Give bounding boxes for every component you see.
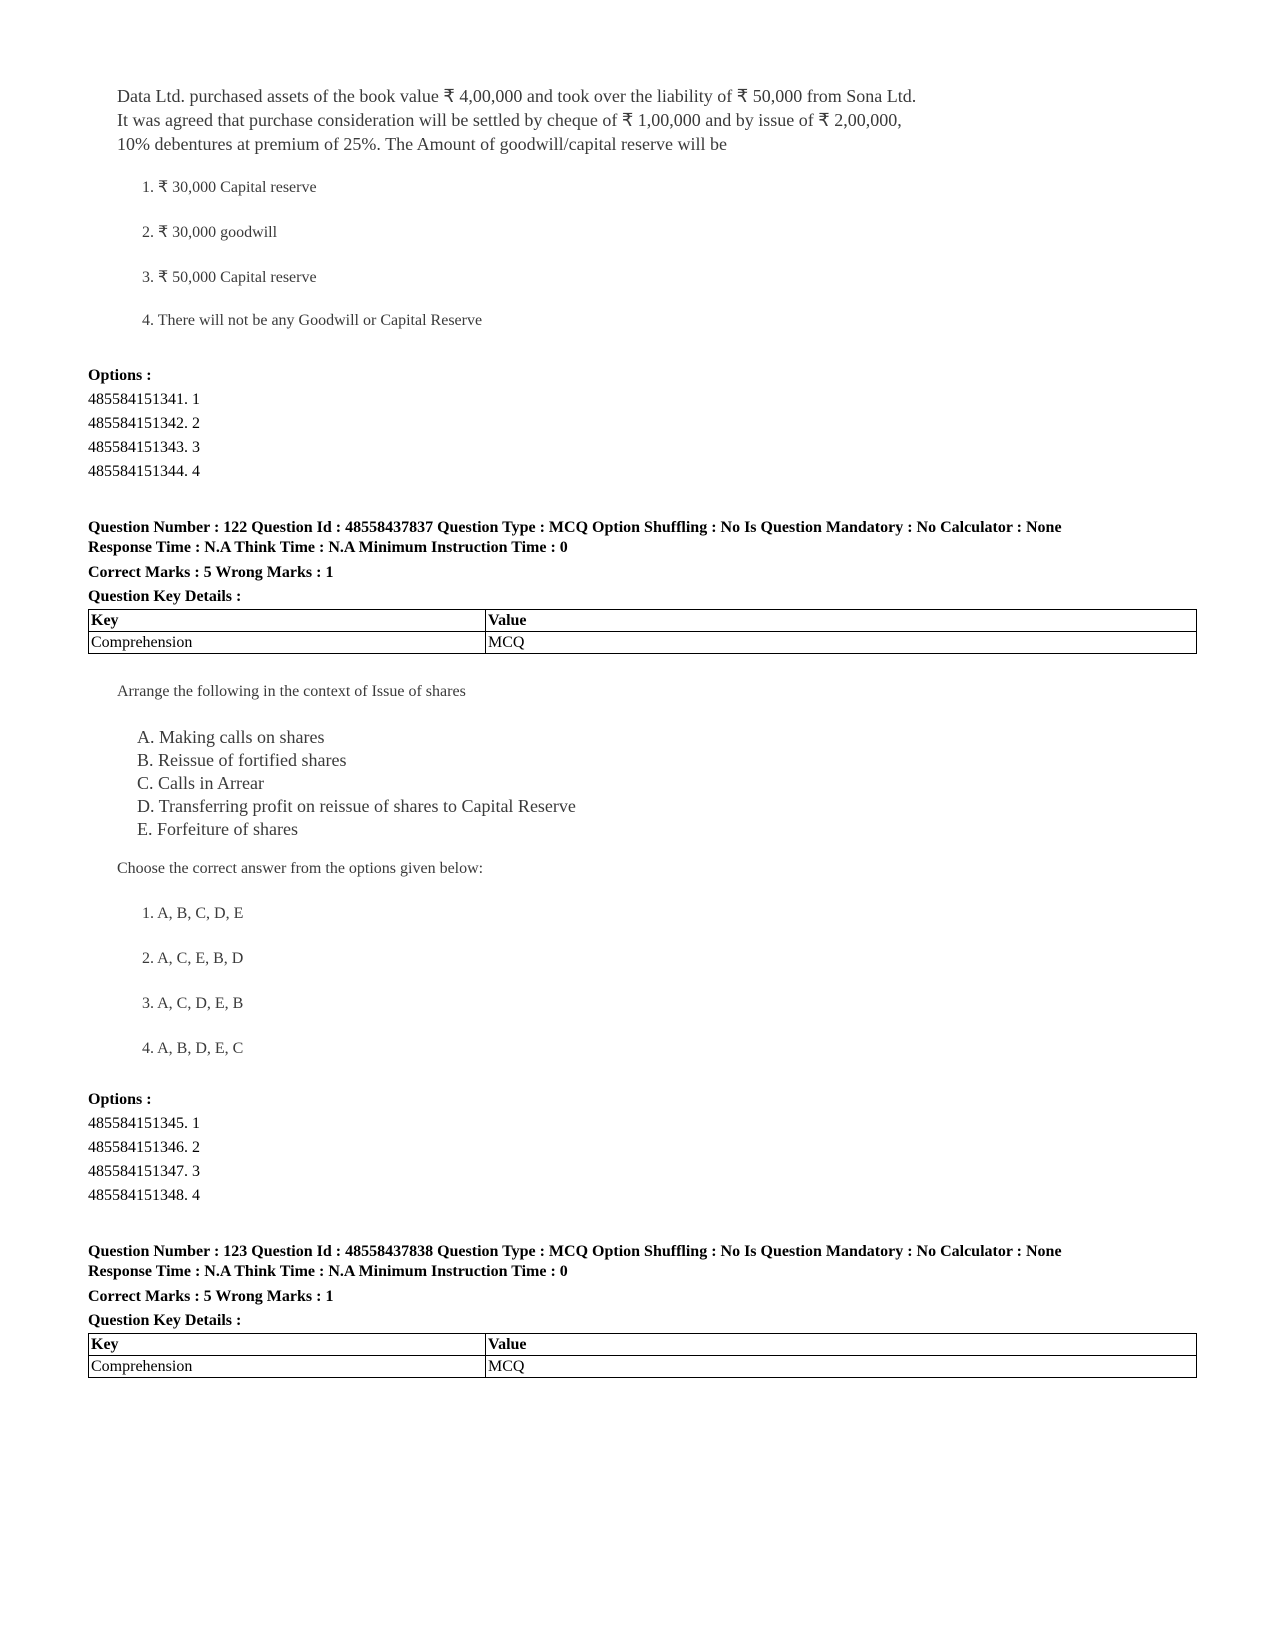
q123-meta (88, 1242, 1238, 1282)
q122-key-details-label: Question Key Details : (88, 588, 242, 605)
q123-meta-line-2: Response Time : N.A Think Time : N.A Minimum Instruction Time : 0 (88, 1263, 568, 1280)
q121-option-3: 485584151343. 3 (88, 439, 200, 456)
q123-key-table (88, 1333, 1197, 1378)
q123-table-header-value: Value (486, 1334, 1197, 1356)
q122-option-3: 485584151347. 3 (88, 1163, 200, 1180)
q122-item-b: B. Reissue of fortified shares (137, 750, 347, 770)
q122-choice-4: 4. A, B, D, E, C (142, 1040, 244, 1057)
q122-choice-3: 3. A, C, D, E, B (142, 995, 244, 1012)
q123-marks: Correct Marks : 5 Wrong Marks : 1 (88, 1288, 334, 1305)
q121-stem-line-2: It was agreed that purchase consideration will be settled by cheque of ₹ 1,00,000 and by issue of ₹ 2,00,000, (117, 110, 902, 130)
table-row (89, 1356, 1197, 1378)
q123-meta-line-1: Question Number : 123 Question Id : 48558437838 Question Type : MCQ Option Shuffling : No Is Question Mandatory : No Calculator : None (88, 1243, 1062, 1260)
q121-options-block (88, 364, 200, 484)
q121-choice-3: 3. ₹ 50,000 Capital reserve (142, 269, 317, 286)
q123-table-key: Comprehension (89, 1356, 486, 1378)
q122-item-e: E. Forfeiture of shares (137, 819, 298, 839)
q123-table-header-key: Key (89, 1334, 486, 1356)
q122-table-key: Comprehension (89, 632, 486, 654)
q122-instruction: Choose the correct answer from the options given below: (117, 860, 484, 877)
q122-table-value: MCQ (486, 632, 1197, 654)
q121-option-4: 485584151344. 4 (88, 463, 200, 480)
q121-question-image (117, 84, 1167, 156)
q122-choice-1: 1. A, B, C, D, E (142, 905, 244, 922)
q122-marks: Correct Marks : 5 Wrong Marks : 1 (88, 564, 334, 581)
table-row (89, 610, 1197, 632)
q123-key-details-label: Question Key Details : (88, 1312, 242, 1329)
q121-choice-4: 4. There will not be any Goodwill or Capital Reserve (142, 312, 483, 329)
q122-stem: Arrange the following in the context of Issue of shares (117, 683, 466, 700)
q122-option-4: 485584151348. 4 (88, 1187, 200, 1204)
q121-stem-line-1: Data Ltd. purchased assets of the book value ₹ 4,00,000 and took over the liability of ₹ 50,000 from Sona Ltd. (117, 86, 917, 106)
q122-choice-2: 2. A, C, E, B, D (142, 950, 244, 967)
q122-options-block (88, 1088, 200, 1208)
q122-meta (88, 518, 1238, 558)
q123-table-value: MCQ (486, 1356, 1197, 1378)
table-row (89, 632, 1197, 654)
table-row (89, 1334, 1197, 1356)
q122-table-header-key: Key (89, 610, 486, 632)
q122-options-label: Options : (88, 1091, 152, 1108)
q121-option-2: 485584151342. 2 (88, 415, 200, 432)
q122-item-d: D. Transferring profit on reissue of shares to Capital Reserve (137, 796, 576, 816)
q121-option-1: 485584151341. 1 (88, 391, 200, 408)
q122-item-a: A. Making calls on shares (137, 727, 325, 747)
q121-choice-1: 1. ₹ 30,000 Capital reserve (142, 179, 317, 196)
q122-meta-line-2: Response Time : N.A Think Time : N.A Minimum Instruction Time : 0 (88, 539, 568, 556)
q122-item-c: C. Calls in Arrear (137, 773, 264, 793)
q122-key-table (88, 609, 1197, 654)
q122-table-header-value: Value (486, 610, 1197, 632)
q122-meta-line-1: Question Number : 122 Question Id : 48558437837 Question Type : MCQ Option Shuffling : No Is Question Mandatory : No Calculator : None (88, 519, 1062, 536)
q122-option-1: 485584151345. 1 (88, 1115, 200, 1132)
q122-option-2: 485584151346. 2 (88, 1139, 200, 1156)
q121-options-label: Options : (88, 367, 152, 384)
q121-stem-line-3: 10% debentures at premium of 25%. The Amount of goodwill/capital reserve will be (117, 134, 728, 154)
q122-items (137, 726, 576, 841)
q121-choice-2: 2. ₹ 30,000 goodwill (142, 224, 278, 241)
